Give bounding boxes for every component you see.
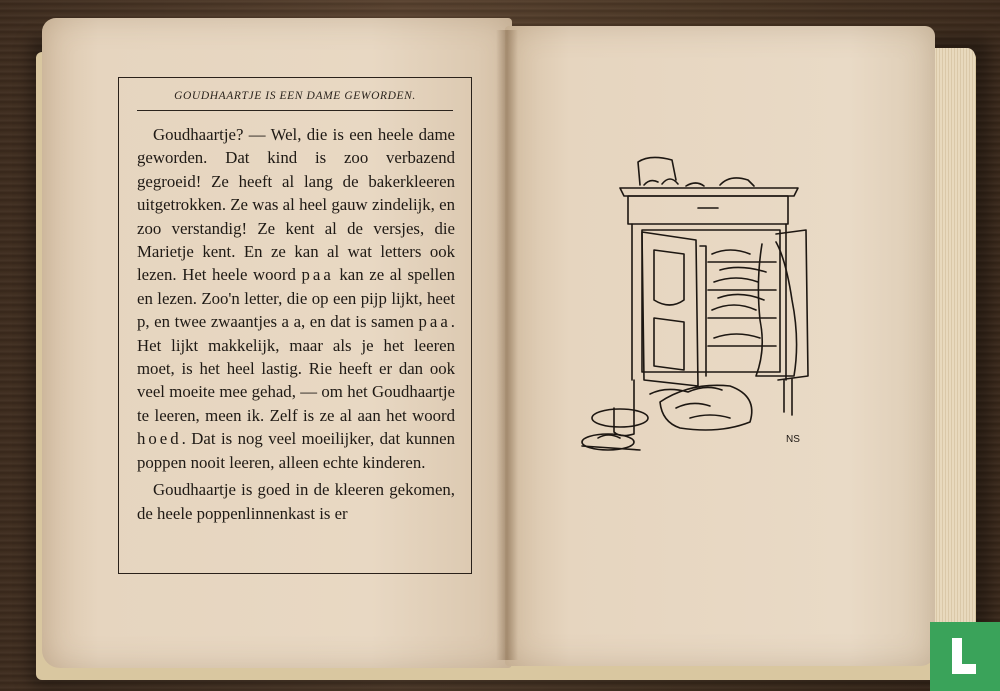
body-text	[137, 123, 455, 525]
book-gutter	[496, 30, 518, 660]
spaced-word-hoed: hoed	[137, 429, 182, 449]
text-frame	[118, 77, 472, 574]
watermark-badge	[930, 622, 1000, 691]
head-rule	[137, 110, 453, 111]
running-head: GOUDHAARTJE IS EEN DAME GEWORDEN.	[174, 90, 416, 102]
paragraph-2: Goudhaartje is goed in de kleeren gekomen, de heele poppenlinnenkast is er	[137, 480, 455, 523]
illustrator-monogram: NS	[786, 434, 800, 445]
spaced-word-paa: paa	[418, 312, 451, 332]
L-logo-icon	[948, 636, 978, 676]
linen-cupboard-illustration	[580, 150, 820, 465]
paragraph-1: Goudhaartje? — Wel, die is een heele dame geworden. Dat kind is zoo verbazend gegroeid! Ze heeft al lang de bakerkleeren uitgetrokken. Ze was al heel gauw zindelijk, en zoo verstandig! Ze kent al de versjes, die Marietje kent. En ze kan al wat letters ook lezen. Het heele woord paa kan ze al spellen en lezen. Zoo'n letter, die op een pijp lijkt, heet p, en twee zwaantjes a a, en dat is samen paa. Het lijkt makkelijk, maar als je het leeren moet, is het heel lastig. Rie heeft er dan ook veel moeite mee gehad, — om het Goudhaartje te leeren, meen ik. Zelf is ze al aan het woord hoed. Dat is nog veel moeilijker, dat kunnen poppen nooit leeren, alleen echte kinderen.	[137, 125, 455, 472]
spaced-word-paa: paa	[301, 265, 334, 285]
